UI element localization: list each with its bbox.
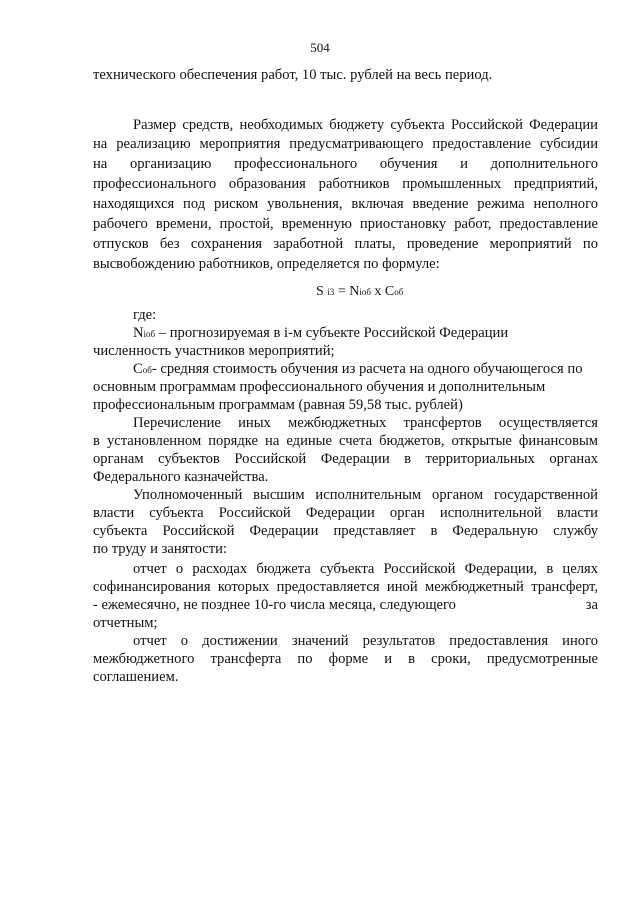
text-line: рабочего времени, простой, временную приостановку работ, предоставление: [93, 216, 598, 232]
text-line: Перечисление иных межбюджетных трансфертов осуществляется: [133, 415, 598, 431]
text-line: - ежемесячно, не позднее 10-го числа месяца, следующего: [93, 597, 456, 613]
text-line: Niоб – прогнозируемая в i-м субъекте Российской Федерации: [133, 325, 509, 341]
text-line: профессиональным программам (равная 59,58 тыс. рублей): [93, 397, 463, 413]
text-line: профессионального образования работников промышленных предприятий,: [93, 176, 598, 192]
page-number: 504: [310, 40, 330, 55]
text-line: соглашением.: [93, 669, 179, 685]
text-line: межбюджетного трансферта по форме и в сроки, предусмотренные: [93, 651, 598, 667]
formula: S i3 = Niоб x Cоб: [316, 284, 404, 299]
text-line: отчет о достижении значений результатов предоставления иного: [133, 633, 598, 649]
text-line: Федерального казначейства.: [93, 469, 269, 485]
text-line: за: [585, 597, 598, 613]
text-line: где:: [133, 307, 157, 323]
text-line: Cоб- средняя стоимость обучения из расчета на одного обучающегося по: [133, 361, 583, 377]
text-line: находящихся под риском увольнения, включая введение режима неполного: [93, 196, 598, 212]
text-line: основным программам профессионального обучения и дополнительным: [93, 379, 546, 395]
text-line: власти субъекта Российской Федерации орган исполнительной власти: [93, 505, 598, 521]
text-line: на реализацию мероприятия предусматривающего предоставление субсидии: [93, 136, 598, 152]
text-line: в установленном порядке на единые счета бюджетов, открытые финансовым: [93, 433, 598, 449]
text-line: отчет о расходах бюджета субъекта Российской Федерации, в целях: [133, 561, 598, 577]
text-line: численность участников мероприятий;: [93, 343, 335, 359]
text-line: Размер средств, необходимых бюджету субъекта Российской Федерации: [133, 117, 598, 133]
text-line: технического обеспечения работ, 10 тыс. рублей на весь период.: [93, 67, 493, 83]
text-line: отпусков без сохранения заработной платы, проведение мероприятий по: [93, 236, 598, 252]
text-line: Уполномоченный высшим исполнительным органом государственной: [133, 487, 598, 503]
text-line: отчетным;: [93, 615, 158, 631]
text-line: по труду и занятости:: [93, 541, 227, 557]
text-line: высвобождению работников, определяется по формуле:: [93, 256, 440, 272]
text-line: софинансирования которых предоставляется иной межбюджетный трансферт,: [93, 579, 598, 595]
text-line: на организацию профессионального обучения и дополнительного: [93, 156, 598, 172]
text-line: органам субъектов Российской Федерации в территориальных органах: [93, 451, 598, 467]
symbol-n: N: [133, 325, 144, 341]
symbol-c: C: [133, 361, 143, 377]
text-line: субъекта Российской Федерации представляет в Федеральную службу: [93, 523, 598, 539]
